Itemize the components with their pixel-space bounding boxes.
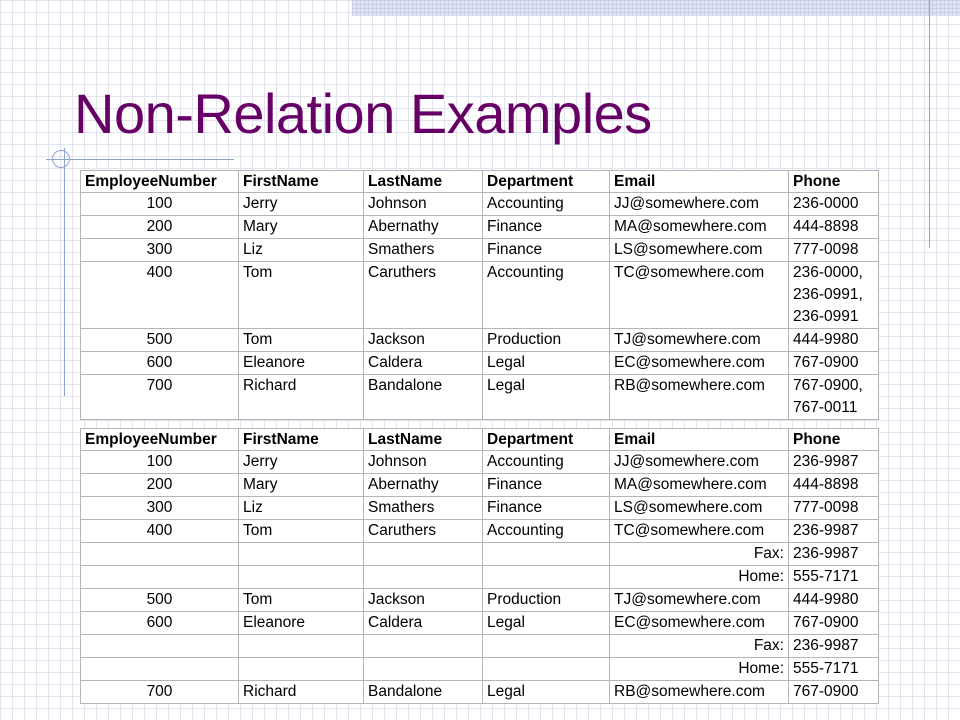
cell-email: TC@somewhere.com — [610, 262, 789, 329]
table-row — [81, 193, 879, 216]
cell-employee-number: 600 — [81, 352, 239, 375]
cell-phone: 777-0098 — [789, 239, 879, 262]
cell-department — [483, 543, 610, 566]
decorative-top-band — [352, 0, 960, 16]
cell-first-name: Tom — [239, 589, 364, 612]
cell-employee-number — [81, 566, 239, 589]
table-row — [81, 612, 879, 635]
cell-phone: 444-8898 — [789, 216, 879, 239]
header-phone: Phone — [789, 171, 879, 193]
table-row-continuation — [81, 635, 879, 658]
table-row — [81, 520, 879, 543]
cell-department: Finance — [483, 216, 610, 239]
cell-employee-number: 700 — [81, 375, 239, 420]
cell-phone-type-label: Fax: — [610, 635, 789, 658]
cell-last-name: Abernathy — [364, 216, 483, 239]
cell-last-name — [364, 543, 483, 566]
cell-last-name — [364, 658, 483, 681]
header-employee-number: EmployeeNumber — [81, 429, 239, 451]
cell-employee-number: 600 — [81, 612, 239, 635]
header-first-name: FirstName — [239, 429, 364, 451]
cell-email: LS@somewhere.com — [610, 239, 789, 262]
cell-last-name: Johnson — [364, 193, 483, 216]
cell-employee-number: 100 — [81, 193, 239, 216]
cell-phone-multivalue: 767-0900, 767-0011 — [789, 375, 879, 420]
cell-phone: 767-0900 — [789, 352, 879, 375]
cell-phone: 236-0000 — [789, 193, 879, 216]
header-department: Department — [483, 429, 610, 451]
cell-department: Accounting — [483, 520, 610, 543]
cell-department — [483, 658, 610, 681]
table-row — [81, 262, 879, 329]
header-department: Department — [483, 171, 610, 193]
cell-phone: 236-9987 — [789, 635, 879, 658]
cell-last-name: Bandalone — [364, 375, 483, 420]
table-row — [81, 352, 879, 375]
cell-first-name: Tom — [239, 520, 364, 543]
table-row-continuation — [81, 566, 879, 589]
cell-first-name: Richard — [239, 681, 364, 704]
cell-department: Finance — [483, 239, 610, 262]
cell-phone: 767-0900 — [789, 681, 879, 704]
cell-employee-number: 700 — [81, 681, 239, 704]
table-row — [81, 589, 879, 612]
cell-first-name: Eleanore — [239, 352, 364, 375]
cell-last-name: Jackson — [364, 329, 483, 352]
table-row-continuation — [81, 543, 879, 566]
cell-phone: 555-7171 — [789, 658, 879, 681]
cell-phone: 767-0900 — [789, 612, 879, 635]
cell-email: TJ@somewhere.com — [610, 589, 789, 612]
table-row — [81, 451, 879, 474]
table-row — [81, 681, 879, 704]
cell-email: JJ@somewhere.com — [610, 451, 789, 474]
table-row-continuation — [81, 658, 879, 681]
cell-last-name: Caldera — [364, 352, 483, 375]
cell-employee-number: 400 — [81, 520, 239, 543]
cell-department: Legal — [483, 612, 610, 635]
cell-phone: 444-8898 — [789, 474, 879, 497]
cell-last-name: Caldera — [364, 612, 483, 635]
header-first-name: FirstName — [239, 171, 364, 193]
cell-email: TC@somewhere.com — [610, 520, 789, 543]
cell-phone: 555-7171 — [789, 566, 879, 589]
cell-employee-number: 500 — [81, 589, 239, 612]
table-row — [81, 239, 879, 262]
table-header-row — [81, 429, 879, 451]
cell-first-name — [239, 658, 364, 681]
cell-first-name: Liz — [239, 497, 364, 520]
cell-first-name: Mary — [239, 216, 364, 239]
table-row — [81, 216, 879, 239]
cell-last-name: Smathers — [364, 497, 483, 520]
cell-department: Legal — [483, 352, 610, 375]
cell-email: EC@somewhere.com — [610, 612, 789, 635]
cell-phone-type-label: Home: — [610, 566, 789, 589]
cell-department: Accounting — [483, 193, 610, 216]
slide-title: Non-Relation Examples — [74, 82, 652, 145]
cell-first-name: Liz — [239, 239, 364, 262]
cell-first-name — [239, 566, 364, 589]
cell-last-name: Caruthers — [364, 262, 483, 329]
employee-table-repeated-rows — [80, 428, 879, 704]
cell-email: RB@somewhere.com — [610, 681, 789, 704]
cell-email: TJ@somewhere.com — [610, 329, 789, 352]
cell-phone: 444-9980 — [789, 329, 879, 352]
cell-employee-number: 200 — [81, 216, 239, 239]
cell-department: Accounting — [483, 262, 610, 329]
cell-email: JJ@somewhere.com — [610, 193, 789, 216]
header-email: Email — [610, 171, 789, 193]
cell-first-name: Richard — [239, 375, 364, 420]
cell-first-name: Tom — [239, 329, 364, 352]
cell-department: Accounting — [483, 451, 610, 474]
header-last-name: LastName — [364, 171, 483, 193]
cell-email: MA@somewhere.com — [610, 474, 789, 497]
table-header-row — [81, 171, 879, 193]
cell-employee-number: 400 — [81, 262, 239, 329]
decorative-title-underline — [46, 159, 234, 160]
table-row — [81, 375, 879, 420]
cell-phone-multivalue: 236-0000, 236-0991, 236-0991 — [789, 262, 879, 329]
cell-department: Production — [483, 589, 610, 612]
cell-employee-number — [81, 635, 239, 658]
cell-last-name: Bandalone — [364, 681, 483, 704]
cell-phone: 236-9987 — [789, 520, 879, 543]
cell-department — [483, 635, 610, 658]
header-phone: Phone — [789, 429, 879, 451]
employee-table-multivalue-phone — [80, 170, 879, 420]
cell-last-name: Abernathy — [364, 474, 483, 497]
cell-department: Finance — [483, 497, 610, 520]
cell-department: Finance — [483, 474, 610, 497]
cell-last-name — [364, 635, 483, 658]
table-row — [81, 497, 879, 520]
cell-employee-number: 100 — [81, 451, 239, 474]
cell-first-name — [239, 543, 364, 566]
crosshair-circle-icon — [52, 150, 70, 168]
cell-first-name: Jerry — [239, 451, 364, 474]
header-last-name: LastName — [364, 429, 483, 451]
table-row — [81, 474, 879, 497]
cell-first-name: Tom — [239, 262, 364, 329]
header-email: Email — [610, 429, 789, 451]
cell-employee-number: 500 — [81, 329, 239, 352]
cell-employee-number: 300 — [81, 497, 239, 520]
cell-email: LS@somewhere.com — [610, 497, 789, 520]
decorative-vertical-line-left — [64, 148, 65, 396]
cell-email: MA@somewhere.com — [610, 216, 789, 239]
cell-last-name — [364, 566, 483, 589]
cell-department: Legal — [483, 375, 610, 420]
cell-phone-type-label: Home: — [610, 658, 789, 681]
cell-last-name: Johnson — [364, 451, 483, 474]
cell-first-name: Jerry — [239, 193, 364, 216]
table-row — [81, 329, 879, 352]
cell-phone: 444-9980 — [789, 589, 879, 612]
cell-department: Production — [483, 329, 610, 352]
cell-last-name: Smathers — [364, 239, 483, 262]
cell-email: RB@somewhere.com — [610, 375, 789, 420]
cell-phone: 236-9987 — [789, 451, 879, 474]
cell-last-name: Caruthers — [364, 520, 483, 543]
cell-first-name — [239, 635, 364, 658]
cell-phone: 777-0098 — [789, 497, 879, 520]
cell-department: Legal — [483, 681, 610, 704]
cell-department — [483, 566, 610, 589]
cell-phone: 236-9987 — [789, 543, 879, 566]
cell-employee-number: 200 — [81, 474, 239, 497]
cell-email: EC@somewhere.com — [610, 352, 789, 375]
cell-employee-number — [81, 658, 239, 681]
header-employee-number: EmployeeNumber — [81, 171, 239, 193]
cell-phone-type-label: Fax: — [610, 543, 789, 566]
decorative-vertical-line-right — [929, 0, 930, 248]
cell-first-name: Eleanore — [239, 612, 364, 635]
cell-employee-number: 300 — [81, 239, 239, 262]
cell-first-name: Mary — [239, 474, 364, 497]
cell-employee-number — [81, 543, 239, 566]
cell-last-name: Jackson — [364, 589, 483, 612]
